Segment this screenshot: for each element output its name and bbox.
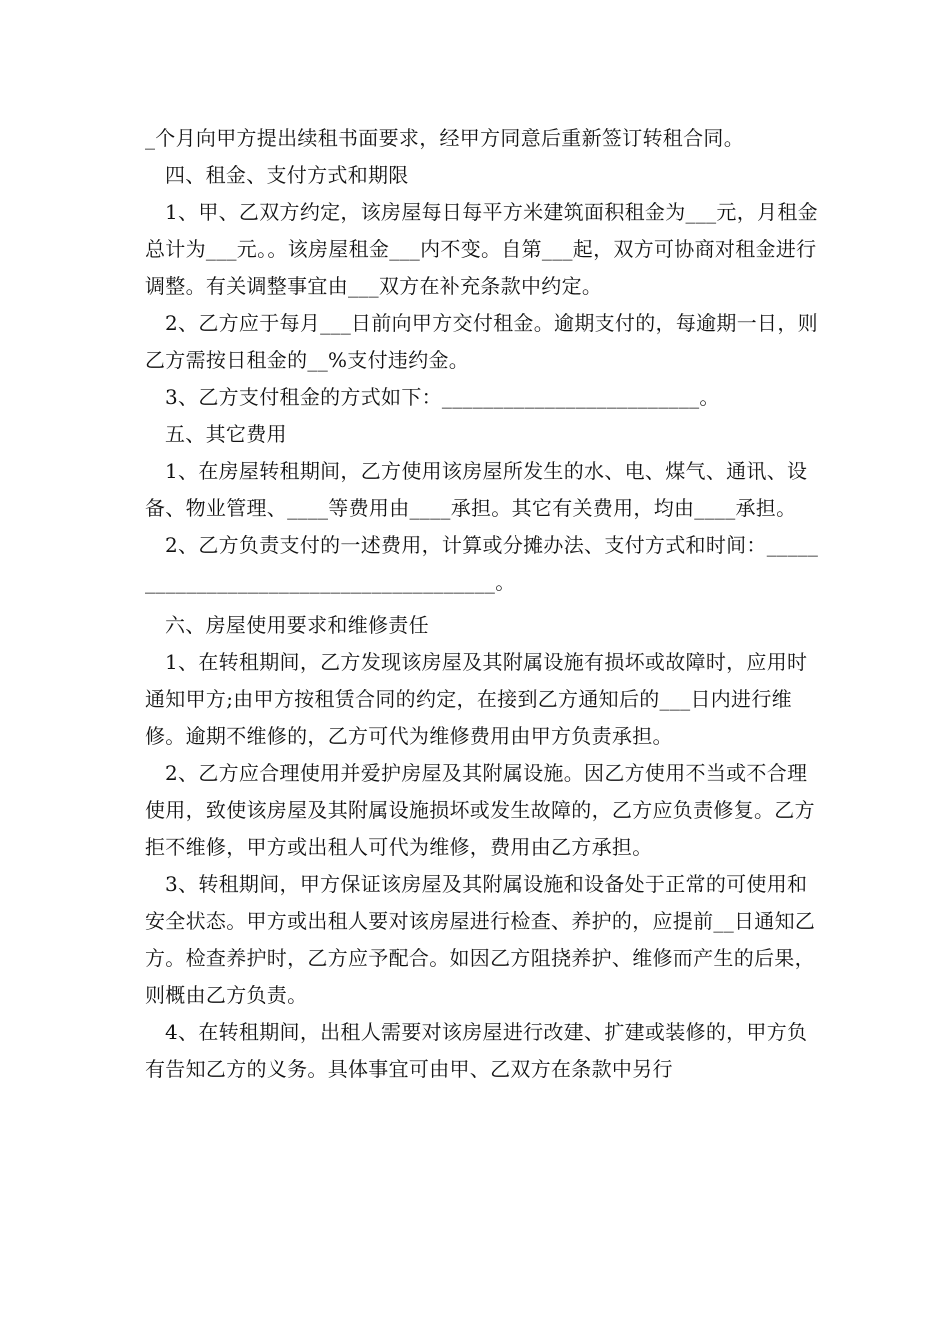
- clause-repair-notice: 1、在转租期间，乙方发现该房屋及其附属设施有损坏或故障时，应用时通知甲方;由甲方按租赁合同的约定，在接到乙方通知后的___日内进行维修。逾期不维修的，乙方可代为维修费用由甲方负责承担。: [145, 650, 808, 748]
- section-heading-maintenance: 六、房屋使用要求和维修责任: [165, 613, 429, 637]
- clause-renovation: 4、在转租期间，出租人需要对该房屋进行改建、扩建或装修的，甲方负有告知乙方的义务。具体事宜可由甲、乙双方在条款中另行: [145, 1020, 808, 1081]
- clause-rent-amount: 1、甲、乙双方约定，该房屋每日每平方米建筑面积租金为___元，月租金总计为___元。。该房屋租金___内不变。自第___起，双方可协商对租金进行调整。有关调整事宜由___双方在补充条款中约定。: [145, 200, 818, 298]
- section-heading-rent-payment: 四、租金、支付方式和期限: [165, 163, 409, 187]
- clause-rent-payment-method: 3、乙方支付租金的方式如下：_________________________。: [165, 385, 720, 409]
- clause-rent-due-date: 2、乙方应于每月___日前向甲方交付租金。逾期支付的，每逾期一日，则乙方需按日租金的__%支付违约金。: [145, 311, 818, 372]
- clause-proper-use: 2、乙方应合理使用并爱护房屋及其附属设施。因乙方使用不当或不合理使用，致使该房屋及其附属设施损坏或发生故障的，乙方应负责修复。乙方拒不维修，甲方或出租人可代为维修，费用由乙方承担。: [145, 761, 815, 859]
- section-heading-other-fees: 五、其它费用: [165, 422, 287, 446]
- clause-inspection: 3、转租期间，甲方保证该房屋及其附属设施和设备处于正常的可使用和安全状态。甲方或出租人要对该房屋进行检查、养护的，应提前__日通知乙方。检查养护时，乙方应予配合。如因乙方阻挠养护、维修而产生的后果，则概由乙方负责。: [145, 872, 816, 1007]
- clause-utility-fees: 1、在房屋转租期间，乙方使用该房屋所发生的水、电、煤气、通讯、设备、物业管理、____等费用由____承担。其它有关费用，均由____承担。: [145, 459, 808, 520]
- document-body: [145, 120, 825, 1088]
- paragraph-continuation: _个月向甲方提出续租书面要求，经甲方同意后重新签订转租合同。: [145, 126, 744, 150]
- clause-fee-calculation: 2、乙方负责支付的一述费用，计算或分摊办法、支付方式和时间：_______________________________________。: [145, 533, 819, 594]
